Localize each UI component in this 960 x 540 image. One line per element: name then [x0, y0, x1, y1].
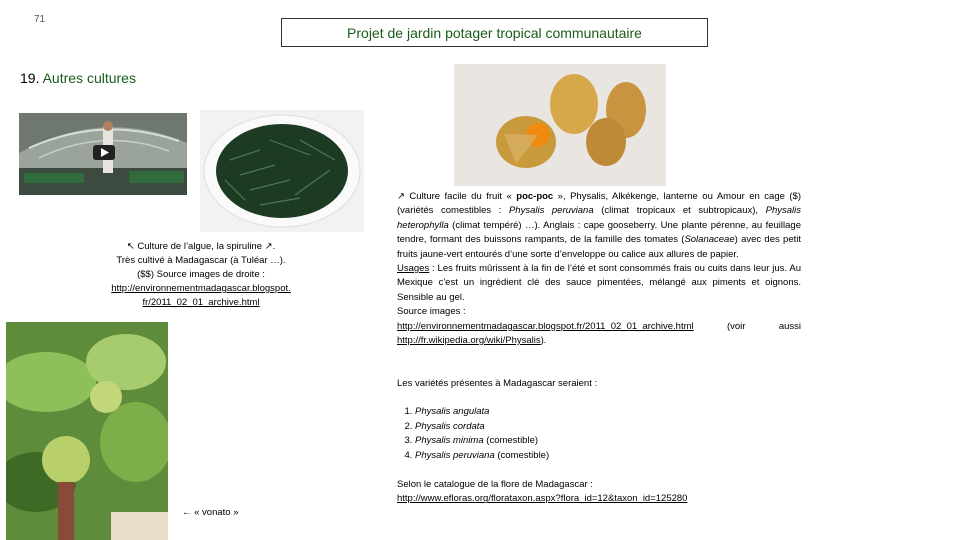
- source-link[interactable]: http://environnementmadagascar.blogspot.fr/2011_02_01_archive.html: [397, 320, 694, 332]
- species-name: Physalis heterophylla: [397, 205, 801, 231]
- efloras-link[interactable]: http://www.efloras.org/florataxon.aspx?flora_id=12&taxon_id=125280: [397, 493, 688, 505]
- wikipedia-link[interactable]: http://fr.wikipedia.org/wiki/Physalis: [397, 335, 541, 347]
- family-name: Solanaceae: [684, 234, 735, 246]
- page-title: Projet de jardin potager tropical communautaire: [347, 24, 642, 41]
- list-item: [415, 449, 801, 463]
- spirulina-caption: [90, 240, 312, 310]
- text-run-bold: poc-poc: [516, 191, 554, 202]
- physalis-paragraph: [397, 190, 801, 262]
- title-box: [281, 18, 708, 47]
- slide-number: 71: [34, 14, 46, 25]
- species-name: Physalis minima: [415, 435, 484, 447]
- usages-paragraph: [397, 262, 801, 305]
- caption-line: Très cultivé à Madagascar (à Tuléar …).: [116, 255, 286, 266]
- usages-label: Usages: [397, 263, 430, 275]
- list-item: [415, 405, 801, 419]
- text-run: ) avec des petit fruits jaune-vert entourés d’une sorte d’enveloppe ou calice aux allures de papier.: [397, 234, 802, 260]
- source-link[interactable]: http://environnementmadagascar.blogspot.: [111, 283, 291, 294]
- text-run: ↗ Culture facile du fruit «: [397, 191, 517, 202]
- text-run: (climat tropicaux et subtropicaux),: [593, 205, 766, 217]
- caption-line: ↖ Culture de l’algue, la spiruline ↗.: [126, 241, 276, 252]
- species-note: (comestible): [494, 449, 550, 461]
- vonato-image: [6, 322, 168, 540]
- source-link[interactable]: fr/2011_02_01_archive.html: [142, 297, 260, 308]
- physalis-description: [397, 190, 801, 348]
- source-paragraph: [397, 320, 801, 349]
- varieties-block: [397, 377, 801, 463]
- source-label: Source images :: [397, 306, 466, 318]
- section-number: 19.: [20, 70, 40, 86]
- varieties-list: [397, 405, 801, 463]
- species-name: Physalis peruviana: [508, 205, 594, 217]
- text-run: ).: [540, 335, 547, 347]
- caption-line: ($$) Source images de droite :: [137, 269, 265, 280]
- list-item: [415, 420, 801, 434]
- species-note: (comestible): [483, 435, 539, 447]
- spirulina-image: [200, 110, 364, 232]
- list-item: [415, 434, 801, 448]
- physalis-image: [454, 64, 666, 186]
- catalogue-block: [397, 478, 801, 507]
- section-heading: [20, 70, 136, 86]
- section-label: Autres cultures: [42, 70, 136, 86]
- text-run: », Physalis, Alkékenge, lanterne ou Amour en cage ($) (variétés comestibles :: [397, 191, 801, 217]
- species-name: Physalis angulata: [415, 406, 490, 418]
- catalogue-intro: Selon le catalogue de la flore de Madagascar :: [397, 479, 593, 490]
- species-name: Physalis cordata: [415, 420, 485, 432]
- text-run: (climat tempéré) …). Anglais : cape gooseberry. Une plante pérenne, au feuillage tendre, formant des buissons rampants, de la famille des tomates (: [397, 219, 801, 246]
- greenhouse-video-thumbnail[interactable]: [19, 113, 187, 195]
- varieties-intro: Les variétés présentes à Madagascar seraient :: [397, 378, 598, 389]
- text-run: (voir aussi: [693, 320, 801, 332]
- vonato-caption: ← « vonato »: [182, 507, 239, 518]
- text-run: : Les fruits mûrissent à la fin de l’été et sont consommés frais ou cuits dans leur jus. Au Mexique c'est un ingrédient clé des sauce pimentées, mélangé aux piments et oignons. Sensible au gel.: [397, 263, 801, 303]
- species-name: Physalis peruviana: [415, 449, 495, 461]
